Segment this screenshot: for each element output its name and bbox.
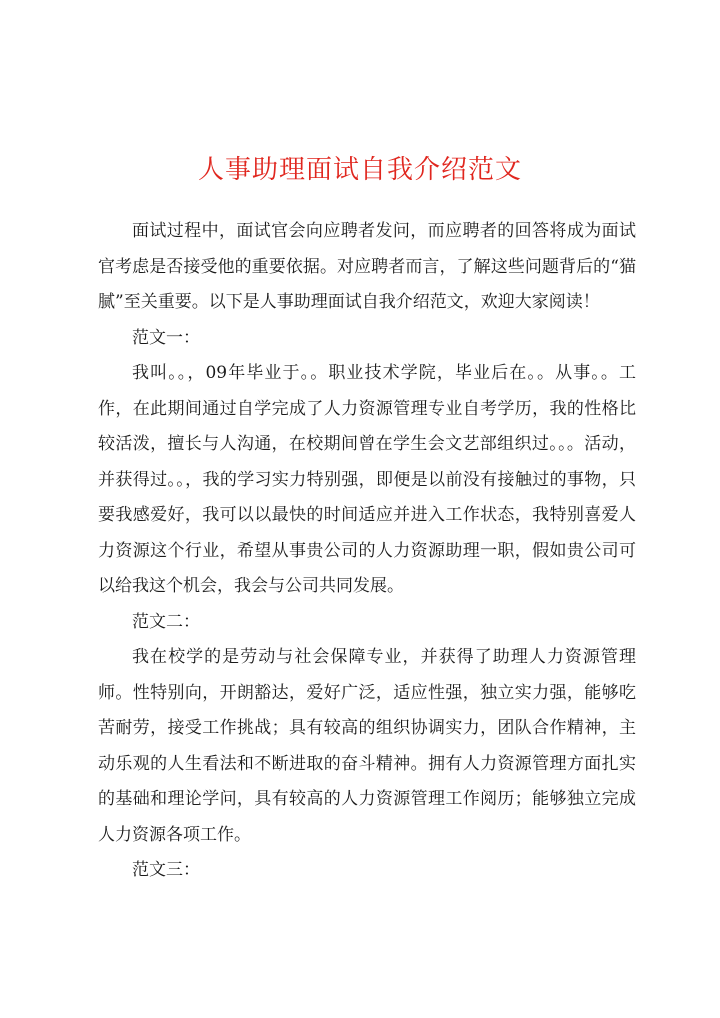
document-body: [98, 214, 636, 889]
section-text-2: 我在校学的是劳动与社会保障专业，并获得了助理人力资源管理师。性特别向，开朗豁达，爱好广泛，适应性强，独立实力强，能够吃苦耐劳，接受工作挑战；具有较高的组织协调实力，团队合作精神，主动乐观的人生看法和不断进取的奋斗精神。拥有人力资源管理方面扎实的基础和理论学问，具有较高的人力资源管理工作阅历；能够独立完成人力资源各项工作。: [98, 647, 636, 845]
section-text-1: 我叫。。，09年毕业于。。职业技术学院，毕业后在。。从事。。工作，在此期间通过自学完成了人力资源管理专业自考学历，我的性格比较活泼，擅长与人沟通，在校期间曾在学生会文艺部组织过。。。活动，并获得过。。，我的学习实力特别强，即便是以前没有接触过的事物，只要我感爱好，我可以以最快的时间适应并进入工作状态，我特别喜爱人力资源这个行业，希望从事贵公司的人力资源助理一职，假如贵公司可以给我这个机会，我会与公司共同发展。: [98, 363, 636, 596]
section-heading-3: 范文三：: [132, 860, 200, 880]
document-title: 人事助理面试自我介绍范文: [197, 155, 522, 185]
section-heading-2: 范文二：: [132, 611, 200, 632]
intro-paragraph: 面试过程中，面试官会向应聘者发问，而应聘者的回答将成为面试官考虑是否接受他的重要依据。对应聘者而言，了解这些问题背后的“猫腻”至关重要。以下是人事助理面试自我介绍范文，欢迎大家阅读！: [98, 221, 636, 312]
section-heading-1: 范文一：: [132, 327, 200, 348]
